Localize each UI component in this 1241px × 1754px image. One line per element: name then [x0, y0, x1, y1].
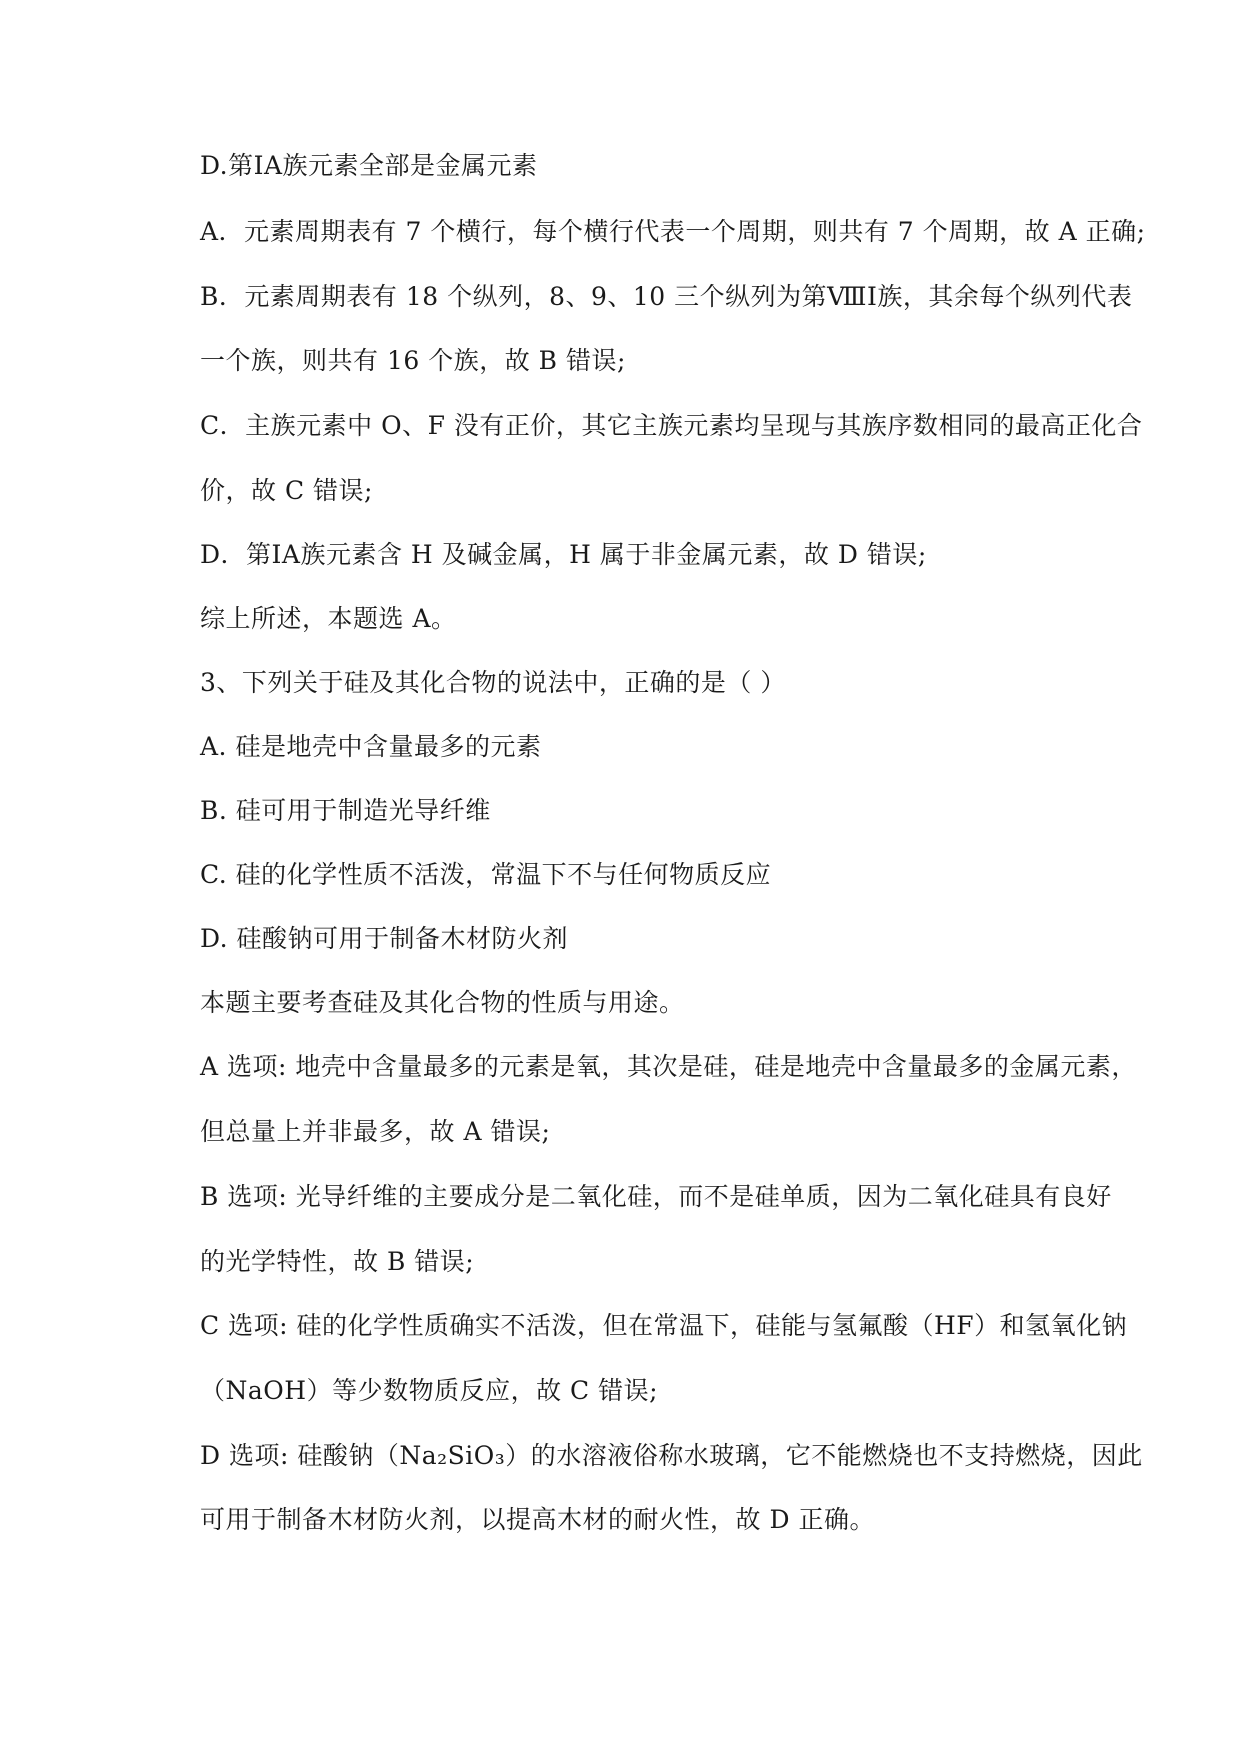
text-line: B．元素周期表有 18 个纵列，8、9、10 三个纵列为第ⅧI族，其余每个纵列代表: [200, 282, 1133, 311]
text-line: 一个族，则共有 16 个族，故 B 错误;: [200, 346, 626, 375]
option-b: B. 硅可用于制造光导纤维: [200, 796, 491, 825]
text-line: C．主族元素中 O、F 没有正价，其它主族元素均呈现与其族序数相同的最高正化合: [200, 411, 1143, 440]
text-line: A．元素周期表有 7 个横行，每个横行代表一个周期，则共有 7 个周期，故 A 正确;: [200, 217, 1146, 246]
text-line: 但总量上并非最多，故 A 错误;: [200, 1117, 551, 1146]
text-line: D．第ⅠA族元素含 H 及碱金属，H 属于非金属元素，故 D 错误;: [200, 540, 927, 569]
text-line: 可用于制备木材防火剂，以提高木材的耐火性，故 D 正确。: [200, 1505, 875, 1534]
text-line: D 选项: 硅酸钠（Na₂SiO₃）的水溶液俗称水玻璃，它不能燃烧也不支持燃烧，因此: [200, 1441, 1143, 1470]
text-line: C 选项: 硅的化学性质确实不活泼，但在常温下，硅能与氢氟酸（HF）和氢氧化钠: [200, 1311, 1128, 1340]
text-line: B 选项: 光导纤维的主要成分是二氧化硅，而不是硅单质，因为二氧化硅具有良好: [200, 1182, 1112, 1211]
text-line: 的光学特性，故 B 错误;: [200, 1247, 475, 1276]
text-line: （NaOH）等少数物质反应，故 C 错误;: [200, 1376, 659, 1405]
question-stem: 3、下列关于硅及其化合物的说法中，正确的是（ ）: [200, 668, 786, 697]
text-line: 价，故 C 错误;: [200, 476, 373, 505]
text-line: 本题主要考查硅及其化合物的性质与用途。: [200, 988, 685, 1017]
option-c: C. 硅的化学性质不活泼，常温下不与任何物质反应: [200, 860, 772, 889]
text-line: A 选项: 地壳中含量最多的元素是氧，其次是硅，硅是地壳中含量最多的金属元素，: [200, 1052, 1137, 1081]
option-a: A. 硅是地壳中含量最多的元素: [200, 732, 542, 761]
option-d: D. 硅酸钠可用于制备木材防火剂: [200, 924, 569, 953]
text-line: D.第ⅠA族元素全部是金属元素: [200, 151, 538, 180]
text-line: 综上所述，本题选 A。: [200, 604, 457, 633]
